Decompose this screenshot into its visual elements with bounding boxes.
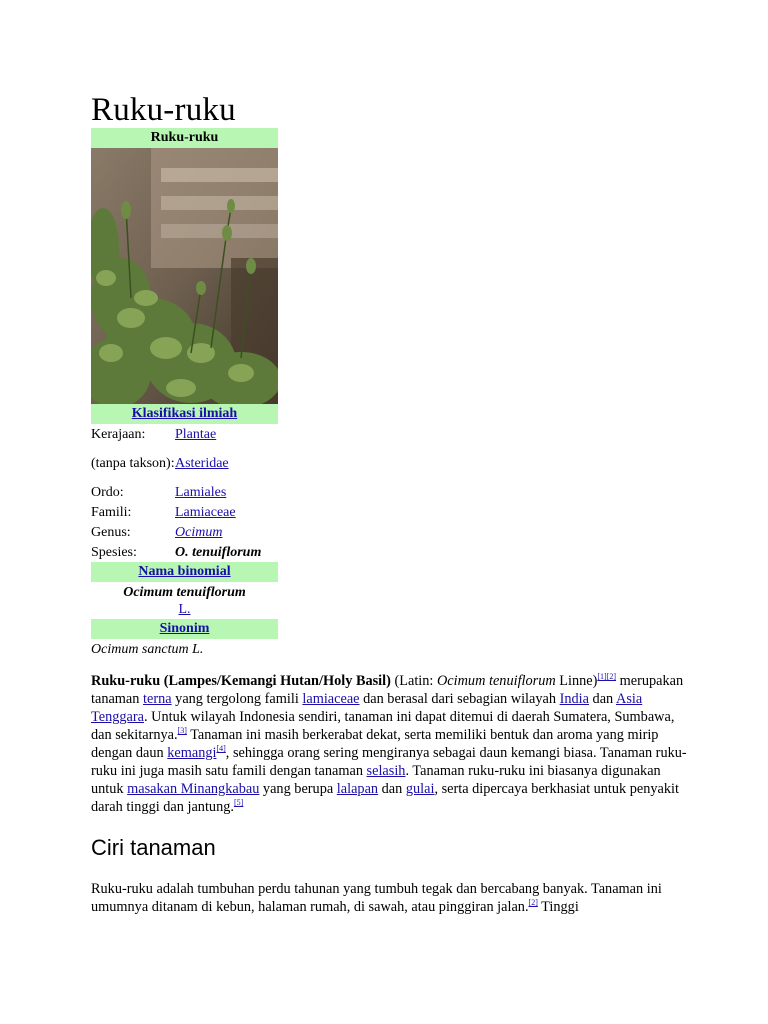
ref-link[interactable]: [3]	[177, 726, 187, 736]
taxonomy-row-genus	[91, 522, 278, 542]
latin-name: Ocimum tenuiflorum	[436, 673, 556, 689]
taxonomy-link-ocimum[interactable]: Ocimum	[175, 524, 223, 540]
taxonomy-label: Ordo:	[91, 484, 124, 500]
link-kemangi[interactable]: kemangi	[167, 745, 217, 761]
link-asia-tenggara[interactable]: Asia Tenggara	[91, 691, 643, 725]
link-india[interactable]: India	[559, 691, 589, 707]
ref-link[interactable]: [1]	[597, 672, 607, 682]
binomial-link[interactable]: Nama binomial	[138, 564, 231, 579]
binomial-heading[interactable]	[91, 562, 278, 582]
taxonomy-row-family	[91, 502, 278, 522]
taxonomy-link-lamiales[interactable]: Lamiales	[175, 484, 227, 500]
link-selasih[interactable]: selasih	[366, 763, 406, 779]
intro-paragraph: Ruku-ruku (Lampes/Kemangi Hutan/Holy Basil) (Latin: Ocimum tenuiflorum Linne)[1][2] merupakan tanaman terna yang tergolong famili lamiaceae dan berasal dari sebagian wilayah India dan Asia Tenggara. Untuk wilayah Indonesia sendiri, tanaman ini dapat ditemui di daerah Sumatera, Sumbawa, dan sekitarnya.[3] Tanaman ini masih berkerabat dekat, serta memiliki bentuk dan aroma yang mirip dengan daun kemangi[4], sehingga orang sering mengiranya sebagai daun kemangi biasa. Tanaman ruku-ruku ini juga masih satu famili dengan tanaman selasih. Tanaman ruku-ruku ini biasanya digunakan untuk masakan Minangkabau yang berupa lalapan dan gulai, serta dipercaya berkhasiat untuk penyakit darah tinggi dan jantung.[5]	[91, 672, 687, 815]
taxonomy-row-species	[91, 542, 278, 562]
synonym-heading[interactable]	[91, 619, 278, 639]
species-name: O. tenuiflorum	[175, 544, 262, 560]
taxonomy-label: Kerajaan:	[91, 426, 146, 442]
ref-link[interactable]: [5]	[233, 798, 244, 808]
link-lalapan[interactable]: lalapan	[336, 781, 379, 797]
link-terna[interactable]: terna	[143, 691, 172, 707]
page-title: Ruku-ruku	[91, 92, 236, 128]
taxonomy-link-lamiaceae[interactable]: Lamiaceae	[175, 504, 236, 520]
taxonomy-row-kingdom	[91, 424, 278, 444]
plant-image	[91, 148, 278, 404]
ref-link[interactable]: [2]	[606, 672, 617, 682]
synonym-link[interactable]: Sinonim	[159, 621, 210, 636]
section-paragraph: Ruku-ruku adalah tumbuhan perdu tahunan yang tumbuh tegak dan bercabang banyak. Tanaman ini umumnya ditanam di kebun, halaman rumah, di sawah, atau pinggiran jalan.[2] Tinggi	[91, 881, 662, 915]
synonym-text: Ocimum sanctum L.	[91, 642, 204, 657]
classification-link[interactable]: Klasifikasi ilmiah	[131, 406, 238, 421]
classification-heading[interactable]	[91, 404, 278, 424]
taxonomy-label: (tanpa takson):	[91, 455, 175, 471]
binomial-author-link[interactable]: L.	[178, 602, 191, 617]
binomial-name: Ocimum tenuiflorum	[123, 585, 246, 600]
taxonomy-link-asteridae[interactable]: Asteridae	[175, 455, 229, 471]
taxonomy-label: Famili:	[91, 504, 132, 520]
link-lamiaceae[interactable]: lamiaceae	[302, 691, 360, 707]
taxonomy-row-clade	[91, 444, 278, 482]
infobox-title: Ruku-ruku	[91, 128, 278, 148]
taxonomy-label: Spesies:	[91, 544, 137, 560]
ref-link[interactable]: [4]	[216, 744, 226, 754]
section-heading: Ciri tanaman	[91, 835, 216, 860]
link-gulai[interactable]: gulai	[405, 781, 435, 797]
taxonomy-label: Genus:	[91, 524, 131, 540]
link-masakan-minangkabau[interactable]: masakan Minangkabau	[127, 781, 260, 797]
binomial-block	[91, 582, 278, 618]
taxonomy-link-plantae[interactable]: Plantae	[175, 426, 217, 442]
intro-bold-name: Ruku-ruku (Lampes/Kemangi Hutan/Holy Basil)	[91, 673, 391, 689]
taxonomy-row-order	[91, 482, 278, 502]
ref-link[interactable]: [2]	[528, 898, 538, 908]
infobox	[91, 128, 278, 658]
